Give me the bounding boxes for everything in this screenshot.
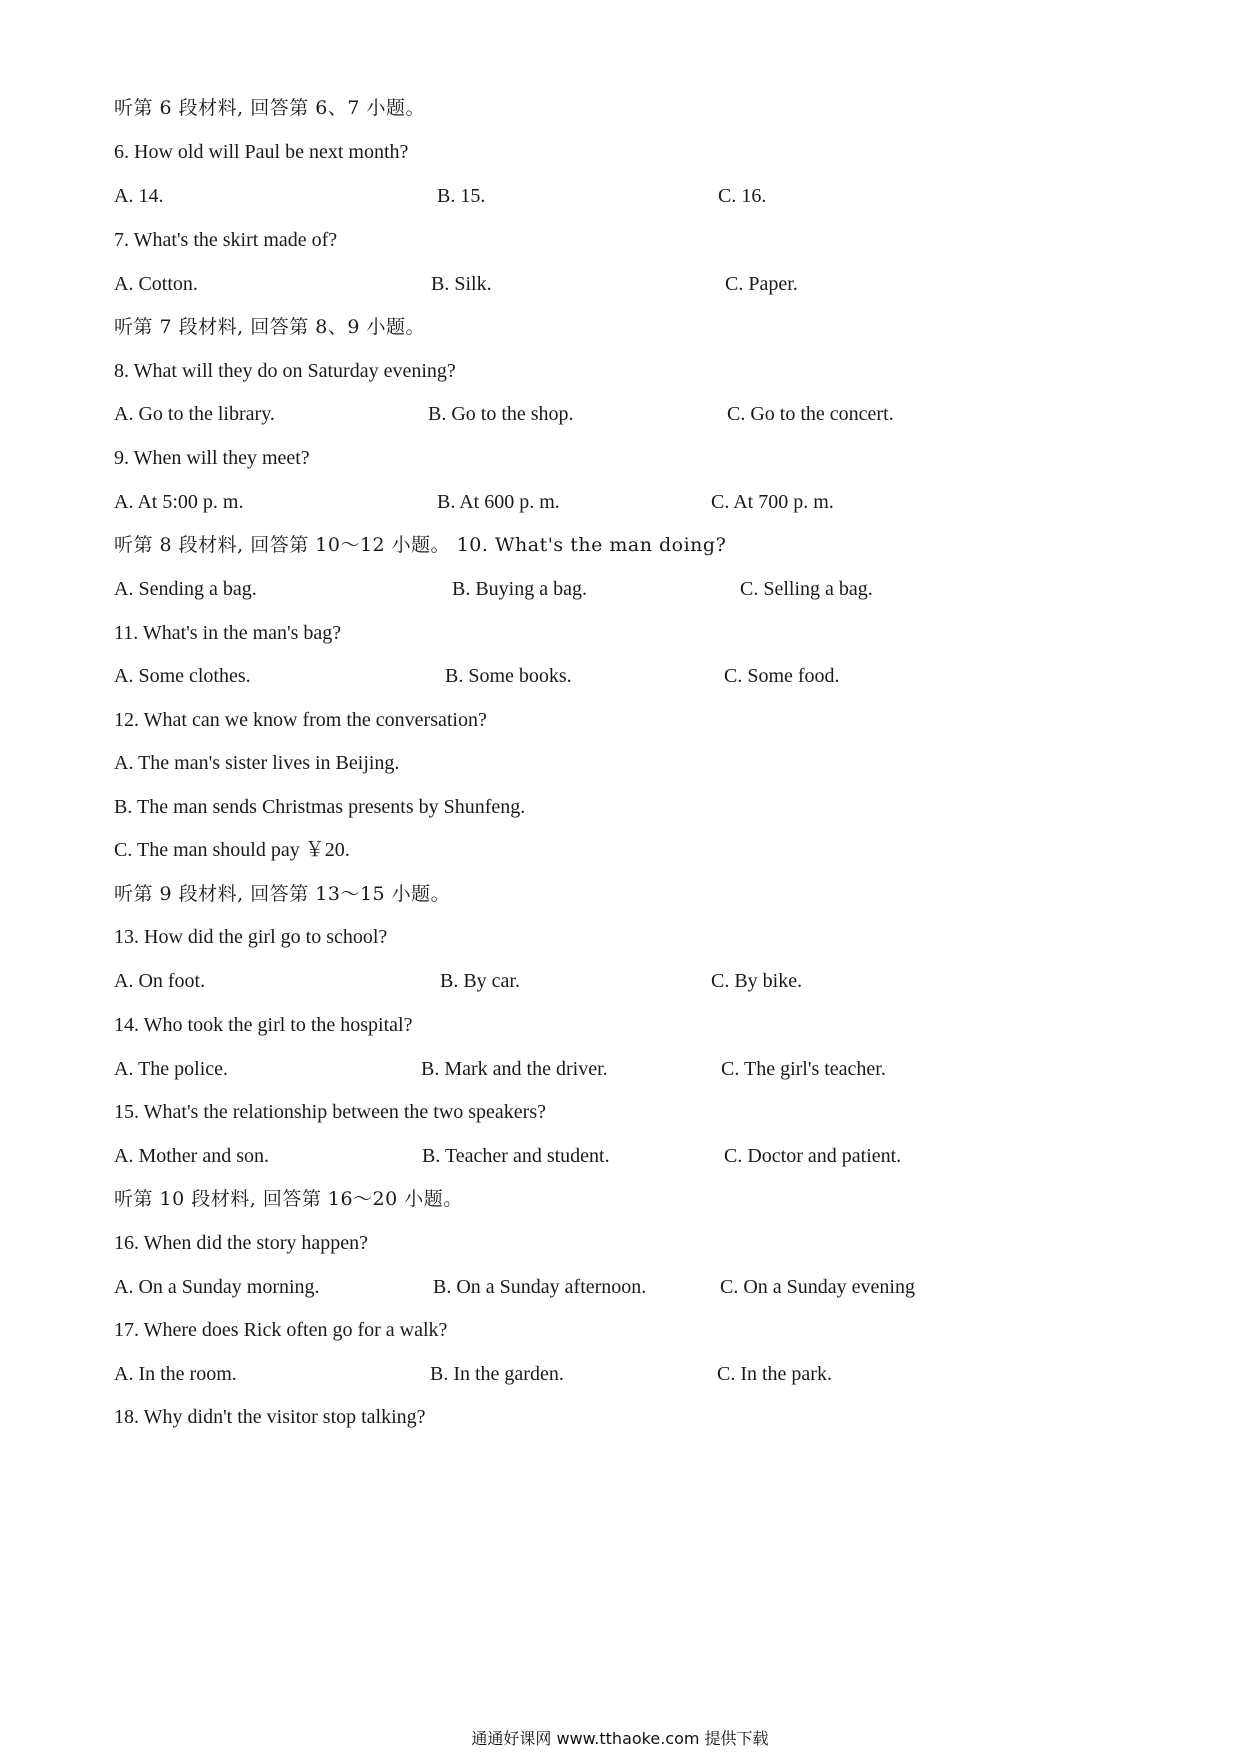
option-c: C. Some food. bbox=[724, 665, 840, 687]
option-c: C. Selling a bag. bbox=[740, 578, 873, 600]
option-a: A. On a Sunday morning. bbox=[114, 1276, 320, 1298]
option-b: B. Buying a bag. bbox=[452, 578, 587, 600]
option-b: B. By car. bbox=[440, 970, 520, 992]
option-line: C. The man should pay ￥20. bbox=[114, 839, 350, 861]
option-c: C. 16. bbox=[718, 185, 767, 207]
option-a: A. On foot. bbox=[114, 970, 206, 992]
option-a: A. Cotton. bbox=[114, 273, 198, 295]
option-a: A. In the room. bbox=[114, 1363, 237, 1385]
question-text: 17. Where does Rick often go for a walk? bbox=[114, 1319, 448, 1341]
option-a: A. Go to the library. bbox=[114, 403, 275, 425]
footer-watermark: 通通好课网 www.tthaoke.com 提供下载 bbox=[471, 1729, 769, 1748]
question-text: 13. How did the girl go to school? bbox=[114, 926, 388, 948]
option-a: A. At 5:00 p. m. bbox=[114, 491, 244, 513]
section-heading: 听第 6 段材料, 回答第 6、7 小题。 bbox=[114, 97, 426, 119]
option-c: C. By bike. bbox=[711, 970, 803, 992]
question-text: 11. What's in the man's bag? bbox=[114, 622, 342, 644]
option-line: A. The man's sister lives in Beijing. bbox=[114, 752, 400, 774]
option-b: B. Some books. bbox=[445, 665, 572, 687]
question-text: 12. What can we know from the conversation? bbox=[114, 709, 487, 731]
option-c: C. At 700 p. m. bbox=[711, 491, 834, 513]
option-a: A. Mother and son. bbox=[114, 1145, 269, 1167]
option-a: A. Sending a bag. bbox=[114, 578, 257, 600]
option-c: C. The girl's teacher. bbox=[721, 1058, 886, 1080]
question-text: 14. Who took the girl to the hospital? bbox=[114, 1014, 413, 1036]
option-b: B. Mark and the driver. bbox=[421, 1058, 608, 1080]
option-c: C. Go to the concert. bbox=[727, 403, 894, 425]
question-text: 15. What's the relationship between the two speakers? bbox=[114, 1101, 546, 1123]
question-text: 16. When did the story happen? bbox=[114, 1232, 369, 1254]
section-heading: 听第 7 段材料, 回答第 8、9 小题。 bbox=[114, 316, 426, 338]
question-text: 6. How old will Paul be next month? bbox=[114, 141, 409, 163]
option-a: A. 14. bbox=[114, 185, 164, 207]
option-c: C. Doctor and patient. bbox=[724, 1145, 902, 1167]
question-text: 18. Why didn't the visitor stop talking? bbox=[114, 1406, 426, 1428]
question-text: 7. What's the skirt made of? bbox=[114, 229, 338, 251]
option-a: A. Some clothes. bbox=[114, 665, 251, 687]
option-c: C. In the park. bbox=[717, 1363, 832, 1385]
option-a: A. The police. bbox=[114, 1058, 229, 1080]
option-b: B. Go to the shop. bbox=[428, 403, 574, 425]
section-heading: 听第 8 段材料, 回答第 10～12 小题。 10. What's the man doing? bbox=[114, 534, 727, 556]
option-b: B. Teacher and student. bbox=[422, 1145, 610, 1167]
option-line: B. The man sends Christmas presents by Shunfeng. bbox=[114, 796, 526, 818]
option-b: B. 15. bbox=[437, 185, 486, 207]
option-b: B. Silk. bbox=[431, 273, 492, 295]
question-text: 8. What will they do on Saturday evening? bbox=[114, 360, 456, 382]
option-c: C. Paper. bbox=[725, 273, 798, 295]
question-text: 9. When will they meet? bbox=[114, 447, 310, 469]
option-c: C. On a Sunday evening bbox=[720, 1276, 915, 1298]
option-b: B. At 600 p. m. bbox=[437, 491, 560, 513]
option-b: B. In the garden. bbox=[430, 1363, 564, 1385]
section-heading: 听第 9 段材料, 回答第 13～15 小题。 bbox=[114, 883, 451, 905]
section-heading: 听第 10 段材料, 回答第 16～20 小题。 bbox=[114, 1188, 463, 1210]
option-b: B. On a Sunday afternoon. bbox=[433, 1276, 647, 1298]
